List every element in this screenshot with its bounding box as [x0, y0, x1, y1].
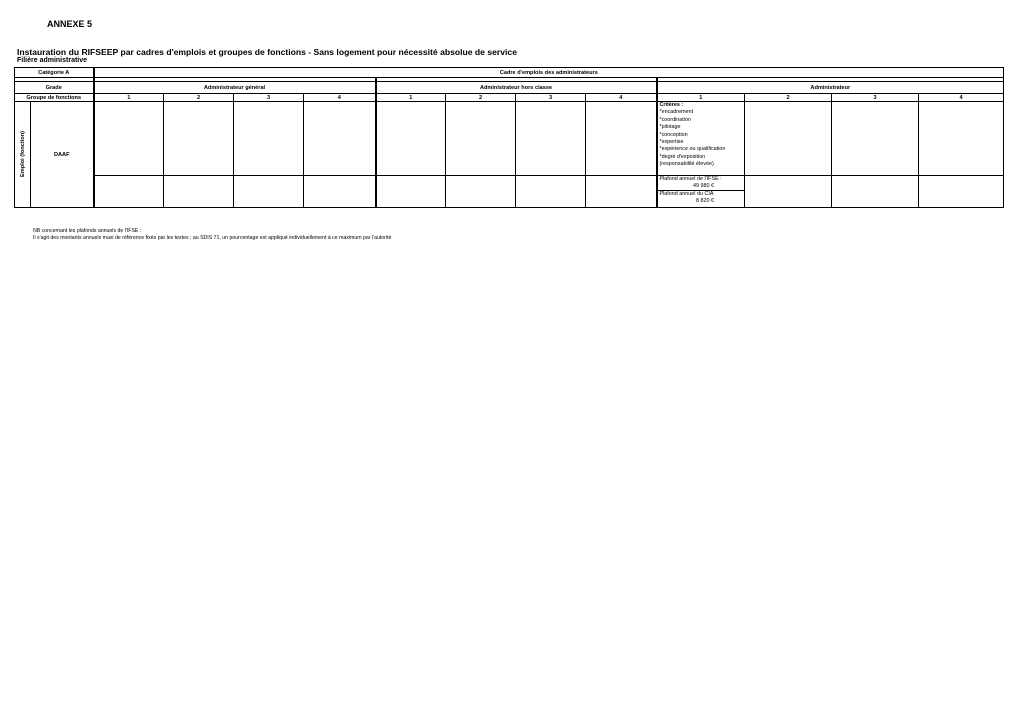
empty-cell — [919, 102, 1004, 176]
groupe-cell: 3 — [234, 94, 304, 102]
criteria-title: Critères : — [659, 102, 684, 108]
grade-row — [15, 82, 1004, 94]
grade-admin-general: Administrateur général — [94, 82, 376, 94]
grade-label: Grade — [15, 82, 94, 94]
emploi-label: Emploi (fonction) — [19, 130, 26, 177]
page-subtitle: Filière administrative — [17, 57, 88, 64]
groupe-cell: 3 — [516, 94, 586, 102]
empty-cell — [586, 102, 657, 176]
groupe-cell: 4 — [586, 94, 657, 102]
groupe-cell: 1 — [94, 94, 164, 102]
groupe-cell: 2 — [446, 94, 516, 102]
empty-cell — [164, 176, 234, 208]
annex-label: ANNEXE 5 — [47, 19, 93, 29]
empty-cell — [94, 176, 164, 208]
groupe-cell: 4 — [919, 94, 1004, 102]
emploi-label-cell — [15, 102, 31, 208]
grade-administrateur: Administrateur — [657, 82, 1004, 94]
page-title: Instauration du RIFSEEP par cadres d'emplois et groupes de fonctions - Sans logement pour nécessité absolue de service — [17, 47, 517, 57]
empty-cell — [586, 176, 657, 208]
empty-cell — [516, 102, 586, 176]
criteria-item: *expérience ou qualification — [659, 146, 726, 153]
empty-cell — [164, 102, 234, 176]
empty-cell — [234, 176, 304, 208]
grade-admin-hors-classe: Administrateur hors classe — [376, 82, 657, 94]
empty-cell — [919, 176, 1004, 208]
criteria-item: *encadrement — [659, 109, 694, 116]
empty-cell — [832, 176, 919, 208]
groupe-cell: 3 — [832, 94, 919, 102]
groupe-cell: 1 — [657, 94, 745, 102]
cia-value: 8 820 € — [696, 198, 714, 204]
groupe-cell: 2 — [164, 94, 234, 102]
criteria-item: *coordination — [659, 116, 691, 123]
category-label: Catégorie A — [15, 68, 94, 78]
cadre-label: Cadre d'emplois des administrateurs — [94, 68, 1004, 78]
criteria-item: (responsabilité élevée) — [659, 161, 714, 168]
empty-cell — [516, 176, 586, 208]
ifse-value: 49 980 € — [693, 183, 714, 189]
category-row — [15, 68, 1004, 78]
empty-cell — [376, 176, 446, 208]
empty-cell — [446, 176, 516, 208]
criteria-item: *pilotage — [659, 124, 681, 131]
empty-cell — [376, 102, 446, 176]
criteria-cell — [657, 102, 745, 176]
ifse-label: Plafond annuel de l'IFSE : — [659, 176, 722, 182]
empty-cell — [745, 176, 832, 208]
empty-cell — [304, 176, 376, 208]
footnotes — [33, 228, 391, 242]
note-line: NB concernant les plafonds annuels de l'IFSE : — [33, 228, 142, 234]
emploi-value: DAAF — [31, 102, 94, 208]
empty-cell — [304, 102, 376, 176]
plafond-row — [15, 176, 1004, 208]
cia-box — [658, 191, 745, 205]
empty-cell — [94, 102, 164, 176]
empty-cell — [234, 102, 304, 176]
groupe-cell: 2 — [745, 94, 832, 102]
criteria-item: *expertise — [659, 139, 684, 146]
groupe-label: Groupe de fonctions — [15, 94, 94, 102]
cia-label: Plafond annuel du CIA — [659, 191, 714, 197]
criteria-item: *conception — [659, 131, 688, 138]
empty-cell — [832, 102, 919, 176]
empty-cell — [446, 102, 516, 176]
groupe-cell: 1 — [376, 94, 446, 102]
groupe-row — [15, 94, 1004, 102]
note-line: Il s'agit des montants annuels maxi de référence fixés par les textes ; au SDIS 71, un pourcentage est appliqué individuellement à ce maximum par l'autorité — [33, 235, 392, 241]
rifseep-table — [14, 67, 1004, 208]
groupe-cell: 4 — [304, 94, 376, 102]
ifse-box — [658, 176, 745, 191]
plafond-cell — [657, 176, 745, 208]
empty-cell — [745, 102, 832, 176]
emploi-row — [15, 102, 1004, 176]
criteria-item: *degré d'exposition — [659, 153, 706, 160]
